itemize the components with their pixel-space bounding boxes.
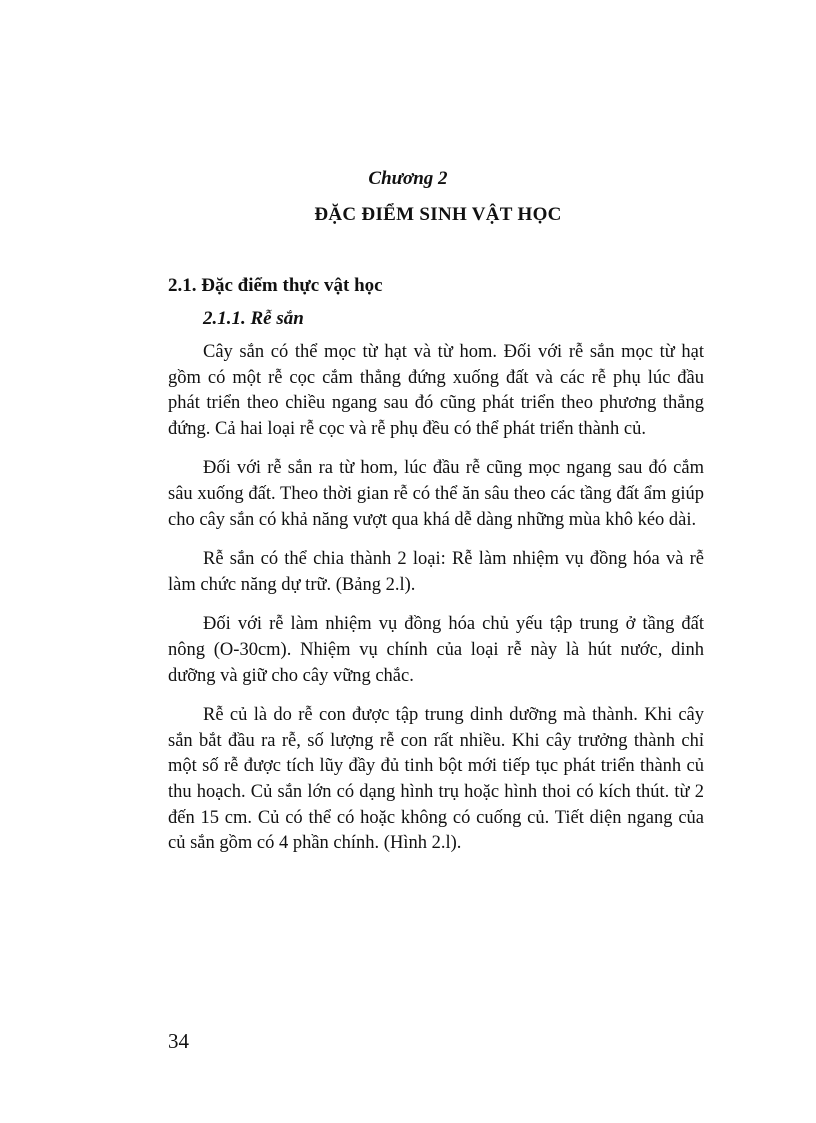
paragraph-3: Rễ sắn có thể chia thành 2 loại: Rễ làm nhiệm vụ đồng hóa và rễ làm chức năng dự trữ. (Bảng 2.l).	[168, 549, 704, 595]
chapter-title: ĐẶC ĐIỂM SINH VẬT HỌC	[314, 204, 562, 225]
subsection-heading: 2.1.1. Rễ sắn	[203, 308, 304, 329]
paragraph-4: Đối với rễ làm nhiệm vụ đồng hóa chủ yếu tập trung ở tầng đất nông (O-30cm). Nhiệm vụ chính của loại rễ này là hút nước, dinh dưỡng và giữ cho cây vững chắc.	[168, 614, 704, 686]
section-heading: 2.1. Đặc điểm thực vật học	[168, 275, 383, 296]
paragraph-1: Cây sắn có thể mọc từ hạt và từ hom. Đối với rễ sắn mọc từ hạt gồm có một rễ cọc cắm thẳng đứng xuống đất và các rễ phụ lúc đầu phát triển theo chiều ngang sau đó cũng phát triển theo phương thẳng đứng. Cả hai loại rễ cọc và rễ phụ đều có thể phát triển thành củ.	[168, 342, 704, 439]
body-text	[168, 340, 704, 871]
chapter-label: Chương 2	[368, 168, 448, 189]
paragraph-5: Rễ củ là do rễ con được tập trung dinh dưỡng mà thành. Khi cây sắn bắt đầu ra rễ, số lượng rễ con rất nhiều. Khi cây trưởng thành chỉ một số rễ được tích lũy đầy đủ tinh bột mới tiếp tục phát triển thành củ thu hoạch. Củ sắn lớn có dạng hình trụ hoặc hình thoi có kích thút. từ 2 đến 15 cm. Củ có thể có hoặc không có cuống củ. Tiết diện ngang của củ sắn gồm có 4 phần chính. (Hình 2.l).	[168, 705, 704, 854]
paragraph-2: Đối với rễ sắn ra từ hom, lúc đầu rễ cũng mọc ngang sau đó cắm sâu xuống đất. Theo thời gian rễ có thể ăn sâu theo các tầng đất ẩm giúp cho cây sắn có khả năng vượt qua khá dễ dàng những mùa khô kéo dài.	[168, 458, 704, 530]
page-number: 34	[168, 1029, 189, 1053]
